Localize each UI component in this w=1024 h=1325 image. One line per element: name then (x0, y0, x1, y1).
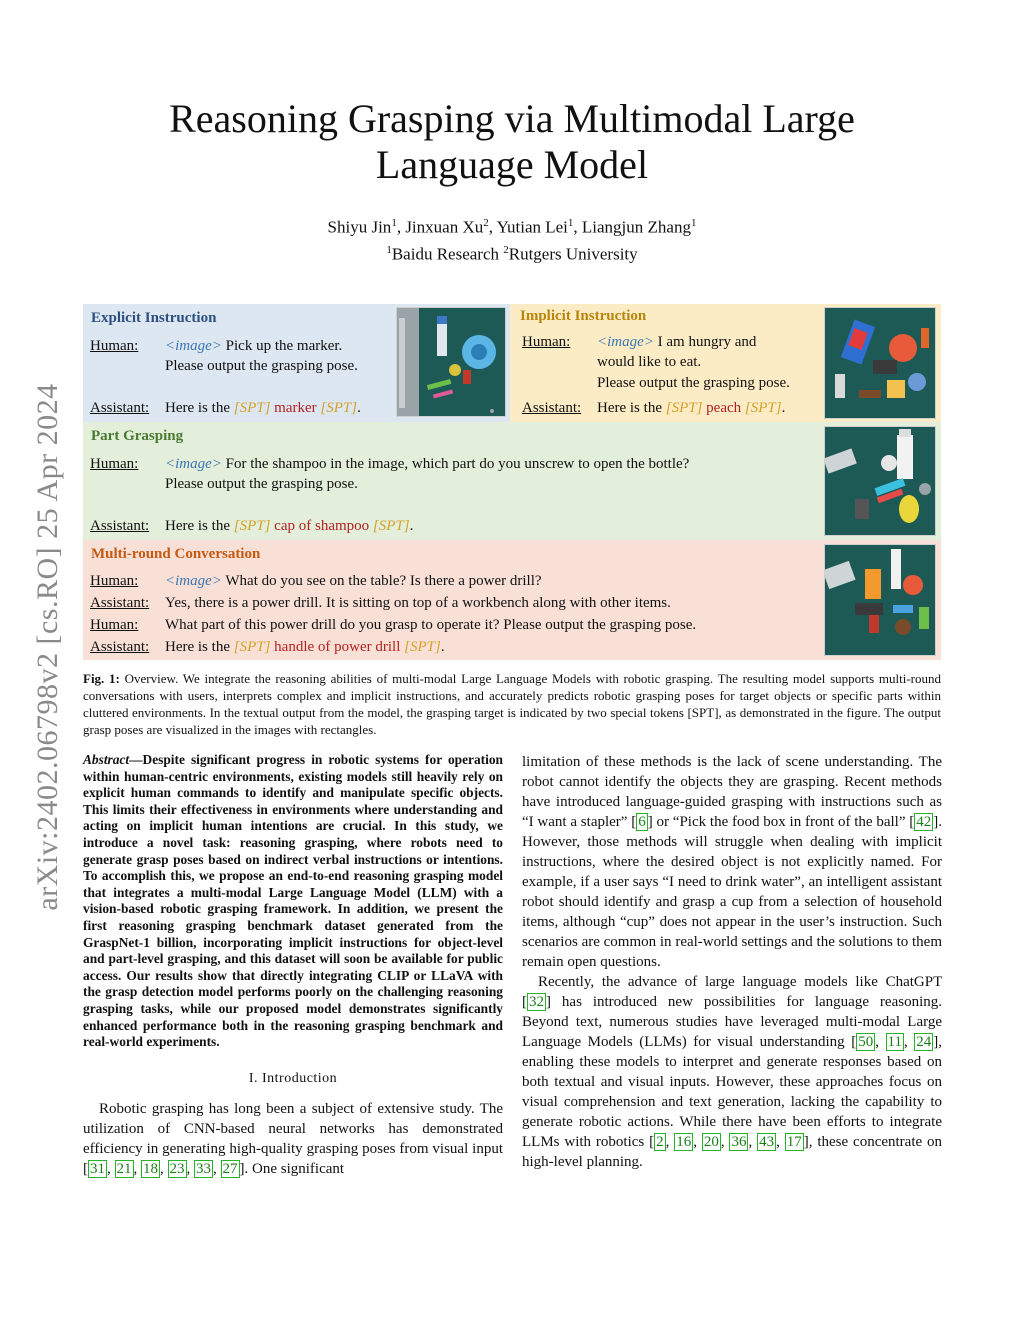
grasp-target: cap of shampoo (274, 518, 370, 534)
caption-label: Fig. 1: (83, 671, 120, 686)
affiliation: Rutgers University (508, 244, 638, 264)
figure-caption (83, 670, 941, 738)
left-column (83, 752, 503, 1179)
image-token: <image> (165, 338, 222, 354)
panel-title: Explicit Instruction (91, 310, 217, 326)
human-utterance: What part of this power drill do you grasp to operate it? Please output the grasping pose. (165, 617, 697, 633)
citation-link[interactable]: 27 (222, 1160, 238, 1177)
right-column (522, 752, 942, 1172)
citation-link[interactable]: 33 (196, 1160, 211, 1177)
paper-title (120, 96, 904, 188)
paragraph-text: . However, those methods will struggle when dealing with implicit instructions, where the desired object is not explicitly named. For example, if a user says “I need to drink water”, an intelligent assistant robot should identify and grasp a cup from a selection of household items, although “cup” does not appear in the user’s instruction. Such scenarios are common in real-world settings and the solutions to them remain open questions. (522, 814, 943, 970)
title-line-1: Reasoning Grasping via Multimodal Large (169, 96, 855, 141)
assistant-reply (165, 516, 413, 536)
affiliations (120, 239, 904, 266)
utterance-text: Pick up the marker. (225, 338, 343, 354)
panel-title: Multi-round Conversation (91, 546, 261, 562)
image-token: <image> (597, 334, 654, 350)
spt-token: [SPT] (233, 400, 271, 416)
citation-link[interactable]: 18 (143, 1160, 158, 1177)
citation-link[interactable]: 20 (703, 1134, 719, 1150)
abstract-label: Abstract (83, 752, 130, 767)
body-paragraph: limitation of these methods is the lack of scene understanding. The robot cannot identify the objects they are grasping. Recent methods have introduced language-guided grasping with instructions such as “I want a stapler” [ 6 ] or “Pick the food box in front of the ball” [ 42 ]. However, those methods will struggle when dealing with implicit instructions, where the desired object is not explicitly named. For example, if a user says “I need to drink water”, an intelligent assistant robot should identify and grasp a cup from a selection of household items, although “cup” does not appear in the user’s instruction. Such scenarios are common in real-world settings and the solutions to them remain open questions. (522, 754, 943, 970)
spt-token: [SPT] (372, 518, 410, 534)
scene-image-shampoo (824, 426, 936, 536)
utterance-text: Please output the grasping pose. (165, 358, 358, 374)
paragraph-text: has introduced new possibilities for language reasoning. Beyond text, numerous studies have leveraged multi-modal Large Language Models (LLMs) for visual understanding (522, 994, 942, 1050)
explicit-instruction-panel (83, 304, 510, 422)
arxiv-id: arXiv:2402.06798v2 [cs.RO] 25 Apr 2024 (31, 383, 64, 911)
title-line-2: Language Model (375, 142, 649, 187)
reply-text: . (781, 400, 786, 416)
spt-token: [SPT] (233, 639, 271, 655)
reply-text: Here is the (165, 400, 230, 416)
spt-token: [SPT] (665, 400, 703, 416)
citation-link[interactable]: 23 (169, 1160, 185, 1177)
paragraph-text: Robotic grasping has long been a subject of extensive study. The utilization of CNN-based neural networks has demonstrated efficiency in generating high-quality grasping poses from visual input (83, 1100, 503, 1157)
citation-link[interactable]: 11 (887, 1034, 902, 1050)
paragraph-text: , these concentrate on high-level planning. (522, 1134, 943, 1170)
assistant-label: Assistant: (90, 518, 150, 534)
utterance-text: Please output the grasping pose. (597, 375, 790, 391)
scene-image-power-drill (824, 544, 936, 656)
arxiv-stamp (28, 352, 68, 942)
author-name: Liangjun Zhang (581, 217, 691, 237)
human-label: Human: (90, 456, 139, 472)
author-sup: 1 (567, 217, 574, 229)
scene-image-marker (396, 307, 506, 417)
paragraph-text: or “Pick the food box in front of the ball” (656, 814, 906, 830)
paragraph-text: Recently, the advance of large language models like ChatGPT (538, 974, 942, 990)
reply-text: . (409, 518, 414, 534)
human-label: Human: (90, 617, 139, 633)
human-label: Human: (522, 334, 571, 350)
caption-text: Overview. We integrate the reasoning abilities of multi-modal Large Language Models with robotic grasping. The resulting model supports multi-round conversations with users, interprets complex and implicit instructions, and accurately predicts robotic grasping poses for target objects or specific parts within cluttered environments. In the textual output from the model, the grasping target is indicated by two special tokens [SPT], as demonstrated in the figure. The output grasp poses are visualized in the images with rectangles. (83, 671, 941, 737)
citation-link[interactable]: 31 (90, 1160, 105, 1177)
affiliation: Baidu Research (391, 244, 499, 264)
author-sup: 1 (690, 217, 697, 229)
affil-sup: 1 (386, 243, 392, 256)
scene-image-peach (824, 307, 936, 419)
abstract (83, 752, 503, 1051)
paragraph-text: , enabling these models to interpret and generate responses based on both textual and visual inputs. However, these approaches focus on visual comprehension and text generation, lacking the capability to generate robotic actions. While there have been efforts to integrate LLMs with robotics (522, 1034, 942, 1150)
grasp-target: marker (274, 400, 317, 416)
panel-title: Part Grasping (91, 428, 184, 444)
reply-text: Here is the (165, 518, 230, 534)
panel-title: Implicit Instruction (520, 308, 647, 324)
assistant-reply (165, 398, 361, 418)
reply-text: Here is the (165, 639, 230, 655)
citation-link[interactable]: 32 (529, 994, 544, 1010)
human-label: Human: (90, 338, 139, 354)
spt-token: [SPT] (233, 518, 271, 534)
citation-link[interactable]: 36 (731, 1134, 747, 1150)
utterance-text: Please output the grasping pose. (165, 476, 358, 492)
grasp-target: handle of power drill (274, 639, 401, 655)
figure-1 (83, 304, 941, 660)
paragraph-text: One significant (252, 1160, 345, 1177)
human-utterance (597, 332, 756, 352)
human-utterance (165, 454, 689, 474)
author-name: Jinxuan Xu (405, 217, 484, 237)
utterance-text: What do you see on the table? Is there a power drill? (225, 573, 542, 589)
citation-link[interactable]: 21 (116, 1160, 132, 1177)
multi-round-panel (83, 540, 941, 660)
assistant-label: Assistant: (90, 400, 150, 416)
affil-sup: 2 (503, 243, 509, 256)
image-token: <image> (165, 573, 222, 589)
assistant-label: Assistant: (90, 639, 150, 655)
citation-link[interactable]: 17 (786, 1134, 802, 1150)
utterance-text: would like to eat. (597, 354, 702, 370)
citation-link[interactable]: 6 (638, 814, 646, 830)
author-sup: 1 (391, 217, 397, 229)
section-heading-introduction: I. Introduction (248, 1070, 338, 1086)
reply-text: Here is the (597, 400, 662, 416)
assistant-reply (597, 398, 785, 418)
author-name: Shiyu Jin (327, 217, 392, 237)
author-sup: 2 (483, 217, 489, 229)
spt-token: [SPT] (320, 400, 358, 416)
citation-link[interactable]: 2 (656, 1134, 664, 1150)
paragraph-text: limitation of these methods is the lack of scene understanding. The robot cannot identify the objects they are grasping. Recent methods have introduced language-guided grasping with instructions such as “I want a stapler” (522, 754, 942, 830)
abstract-text: —Despite significant progress in robotic systems for operation within human-centric environments, existing models still heavily rely on explicit human commands to identify and manipulate specific objects. This limits their effectiveness in environments where understanding and acting on implicit human intentions are crucial. In this study, we introduce a novel task: reasoning grasping, where robots need to generate grasp poses based on indirect verbal instructions or intentions. To accomplish this, we propose an end-to-end reasoning grasping model that integrates a multi-modal Large Language Model (LLM) with a vision-based robotic grasping framework. In addition, we present the first reasoning grasping benchmark dataset generated from the GraspNet-1 billion, incorporating implicit instructions for object-level and part-level grasping, and this dataset will soon be available for public access. Our results show that directly integrating CLIP or LLaVA with the grasp detection model performs poorly on the challenging reasoning grasping tasks, while our proposed model demonstrates significantly enhanced performance both in the reasoning grasping benchmark and real-world experiments. (83, 752, 503, 1050)
citation-link[interactable]: 16 (676, 1134, 692, 1150)
reply-text: . (440, 639, 445, 655)
author-name: Yutian Lei (496, 217, 568, 237)
assistant-label: Assistant: (522, 400, 582, 416)
spt-token: [SPT] (404, 639, 441, 655)
assistant-reply (165, 637, 445, 657)
intro-paragraph: Robotic grasping has long been a subject of extensive study. The utilization of CNN-based neural networks has demonstrated efficiency in generating high-quality grasping poses from visual input [ 31 , 21 , 18 , 23 , 33 , 27 ]. One significant (83, 1100, 503, 1177)
utterance-text: For the shampoo in the image, which part do you unscrew to open the bottle? (225, 456, 690, 472)
spt-token: [SPT] (744, 400, 782, 416)
citation-link[interactable]: 43 (759, 1134, 775, 1150)
part-grasping-panel (83, 422, 941, 540)
citation-link[interactable]: 24 (916, 1034, 932, 1050)
utterance-text: I am hungry and (657, 334, 757, 350)
human-utterance (165, 571, 542, 591)
citation-link[interactable]: 50 (858, 1034, 874, 1050)
body-paragraph: Recently, the advance of large language models like ChatGPT [ 32 ] has introduced new possibilities for language reasoning. Beyond text, numerous studies have leveraged multi-modal Large Language Models (LLMs) for visual understanding [ 50 , 11 , 24 ], enabling these models to interpret and generate responses based on both textual and visual inputs. However, these approaches focus on visual comprehension and text generation, lacking the capability to generate robotic actions. While there have been efforts to integrate LLMs with robotics [ 2 , 16 , 20 , 36 , 43 , 17 ], these concentrate on high-level planning. (522, 974, 943, 1170)
grasp-target: peach (706, 400, 742, 416)
reply-text: . (357, 400, 361, 416)
assistant-label: Assistant: (90, 595, 150, 611)
image-token: <image> (165, 456, 222, 472)
human-label: Human: (90, 573, 139, 589)
citation-link[interactable]: 42 (916, 814, 932, 830)
implicit-instruction-panel (510, 304, 941, 422)
author-block (120, 212, 904, 265)
assistant-reply: Yes, there is a power drill. It is sitting on top of a workbench along with other items. (165, 595, 671, 611)
human-utterance (165, 336, 342, 356)
author-names: Shiyu Jin$^1$, Jinxuan Xu$^2$, Yutian Lei$^1$, Liangjun Zhang$^1$ (327, 217, 697, 237)
